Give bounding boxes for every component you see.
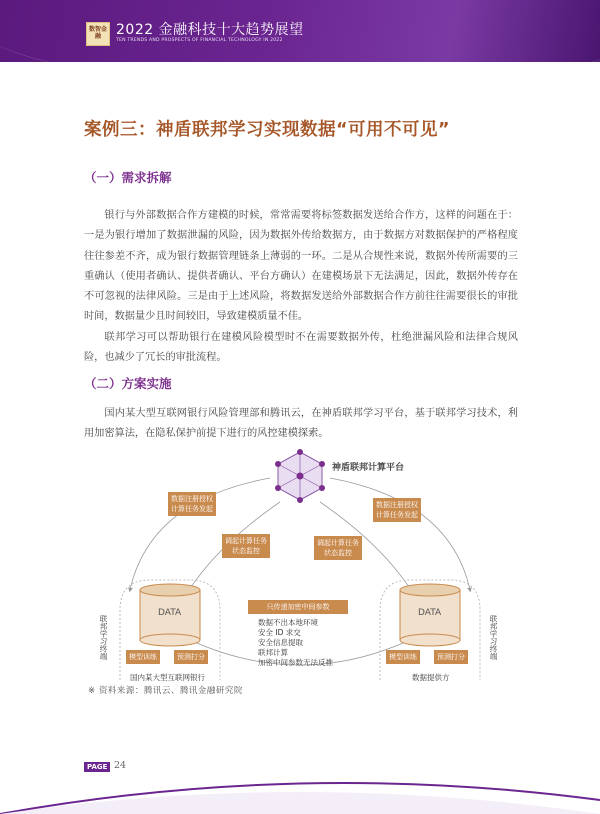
paragraph: 国内某大型互联网银行风险管理部和腾讯云，在神盾联邦学习平台，基于联邦学习技术，利用加密算法，在隐私保护前提下进行的风控建模探索。 bbox=[84, 408, 518, 440]
source-note: ※ 资料来源：腾讯云、腾讯金融研究院 bbox=[88, 686, 243, 696]
left-mid-box: 调起计算任务 状态监控 bbox=[222, 534, 270, 558]
right-mid-box: 调起计算任务 状态监控 bbox=[314, 536, 362, 560]
center-list: 数据不出本地环境 安全 ID 求交 安全信息提取 联邦计算 加密中间参数无法反推 bbox=[258, 618, 333, 667]
report-logo: 数智金融 bbox=[86, 22, 110, 46]
page-tag: PAGE bbox=[84, 762, 110, 772]
section-heading-requirements: （一）需求拆解 bbox=[84, 170, 172, 185]
report-subtitle: TEN TRENDS AND PROSPECTS OF FINANCIAL TECHNOLOGY IN 2022 bbox=[116, 38, 283, 43]
predict-button-right: 预测打分 bbox=[434, 650, 468, 664]
train-button-right: 模型训练 bbox=[386, 650, 420, 664]
right-top-box: 数据注册授权 计算任务发起 bbox=[373, 498, 421, 522]
left-caption: 国内某大型互联网银行 bbox=[130, 673, 205, 682]
left-top-box: 数据注册授权 计算任务发起 bbox=[168, 492, 216, 516]
data-label-right: DATA bbox=[418, 608, 442, 618]
data-label-left: DATA bbox=[158, 608, 182, 618]
right-caption: 数据提供方 bbox=[412, 673, 450, 682]
paragraph: 银行与外部数据合作方建模的时候，常常需要将标签数据发送给合作方，这样的问题在于：一是为银行增加了数据泄漏的风险，因为数据外传给数据方，由于数据方对数据保护的严格程度往往参差不齐，成为银行数据管理链条上薄弱的一环。二是从合规性来说，数据外传所需要的三重确认（使用者确认、提供者确认、平台方确认）在建模场景下无法满足，因此，数据外传存在不可忽视的法律风险。三是由于上述风险，将数据发送给外部数据合作方前往往需要很长的审批时间，数据量少且时间较旧，导致建模质量不佳。 bbox=[84, 210, 518, 323]
side-label-right: 联邦学习终端 bbox=[489, 615, 498, 660]
section-body-requirements bbox=[84, 206, 518, 368]
report-title: 2022 金融科技十大趋势展望 bbox=[116, 22, 304, 38]
case-title: 案例三：神盾联邦学习实现数据“可用不可见” bbox=[84, 120, 451, 140]
section-heading-implementation: （二）方案实施 bbox=[84, 376, 172, 391]
train-button-left: 模型训练 bbox=[126, 650, 160, 664]
federated-learning-diagram bbox=[90, 440, 510, 690]
side-label-left: 联邦学习终端 bbox=[99, 615, 108, 660]
platform-label: 神盾联邦计算平台 bbox=[332, 463, 405, 473]
center-box: 只传递加密中间参数 bbox=[248, 600, 348, 614]
paragraph: 联邦学习可以帮助银行在建模风险模型时不在需要数据外传，杜绝泄漏风险和法律合规风险，也减少了冗长的审批流程。 bbox=[84, 331, 518, 364]
predict-button-left: 预测打分 bbox=[174, 650, 208, 664]
page-number: 24 bbox=[114, 760, 127, 771]
network-icon bbox=[275, 449, 325, 503]
section-body-implementation bbox=[84, 404, 518, 445]
footer-decoration bbox=[0, 740, 600, 814]
